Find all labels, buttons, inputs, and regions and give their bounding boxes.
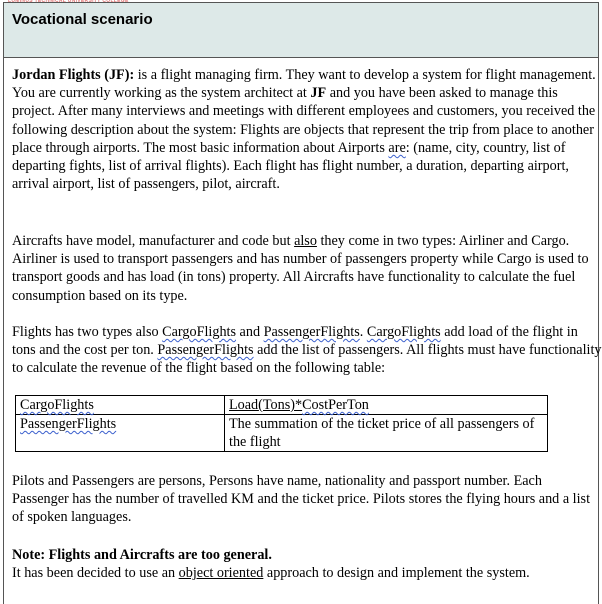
formula-load: Load [229, 397, 259, 413]
flights-text-3: . [359, 324, 367, 340]
note-paragraph [12, 546, 602, 582]
term-passengerflights-2: PassengerFlights [157, 342, 254, 359]
table-cell-type [16, 396, 225, 415]
intro-text-3: : (name, city, country, list of departing fights, list of arrival flights). Each flight has flight number, a duration, departing airport, arrival airport, list of passengers, pilot, aircraft. [12, 139, 569, 193]
section-title: Vocational scenario [12, 11, 153, 28]
flights-text-4: add load of the flight in tons and the cost per ton. [12, 324, 578, 359]
intro-text-1: is a flight managing firm. They want to develop a system for flight management. You are currently working as the system architect at [12, 67, 596, 102]
intro-paragraph [12, 66, 602, 193]
company-abbr: JF [310, 85, 327, 102]
flights-paragraph [12, 323, 602, 378]
table-cell-type [16, 415, 225, 452]
note-text-2: approach to design and implement the system. [263, 565, 530, 582]
aircrafts-paragraph [12, 232, 602, 305]
table-row [16, 415, 548, 452]
term-passengerflights: PassengerFlights [263, 324, 360, 340]
formula-costperton: CostPerTon [302, 397, 369, 413]
underlined-object-oriented: object oriented [178, 565, 264, 582]
table-cell-formula: The summation of the ticket price of all passengers of the flight [225, 415, 548, 452]
table-row [16, 396, 548, 415]
company-name: Jordan Flights (JF): [12, 67, 135, 83]
passenger-type-label: PassengerFlights [20, 416, 117, 432]
term-cargoflights: CargoFlights [162, 324, 236, 340]
flights-text-1: Flights has two types also [12, 324, 163, 340]
note-text-1: It has been decided to use an [12, 565, 179, 582]
intro-text-2: and you have been asked to manage this project. After many interviews and meetings with different employees and customers, you received the following description about the system: Flights are objects that represent the trip from place to another place through airports. The most basic information about Airports [12, 85, 596, 156]
section-header [3, 2, 599, 58]
formula-tons: (Tons)* [258, 397, 303, 413]
note-bold: Note: Flights and Aircrafts are too general. [12, 547, 272, 563]
revenue-table [15, 395, 548, 452]
term-cargoflights-2: CargoFlights [366, 324, 441, 340]
grammar-flag-are: are [388, 139, 406, 156]
cargo-type-label: CargoFlights [20, 397, 94, 413]
underlined-also: also [294, 233, 317, 249]
aircrafts-text-1: Aircrafts have model, manufacturer and code but [12, 233, 295, 249]
aircrafts-text-2: they come in two types: Airliner and Cargo. Airliner is used to transport passengers and has number of passengers property while Cargo is used to transport goods and has load (in tons) property. All Aircrafts have functionality to calculate the fuel consumption based on its type. [12, 233, 589, 304]
table-cell-formula [225, 396, 548, 415]
flights-text-2: and [236, 324, 264, 340]
flights-text-5: add the list of passengers. All flights must have functionality to calculate the revenue of the flight based on the following table: [12, 342, 602, 377]
persons-paragraph: Pilots and Passengers are persons, Persons have name, nationality and passport number. Each Passenger has the number of travelled KM and the ticket price. Pilots stores the flying hours and a list of spoken languages. [12, 473, 591, 526]
